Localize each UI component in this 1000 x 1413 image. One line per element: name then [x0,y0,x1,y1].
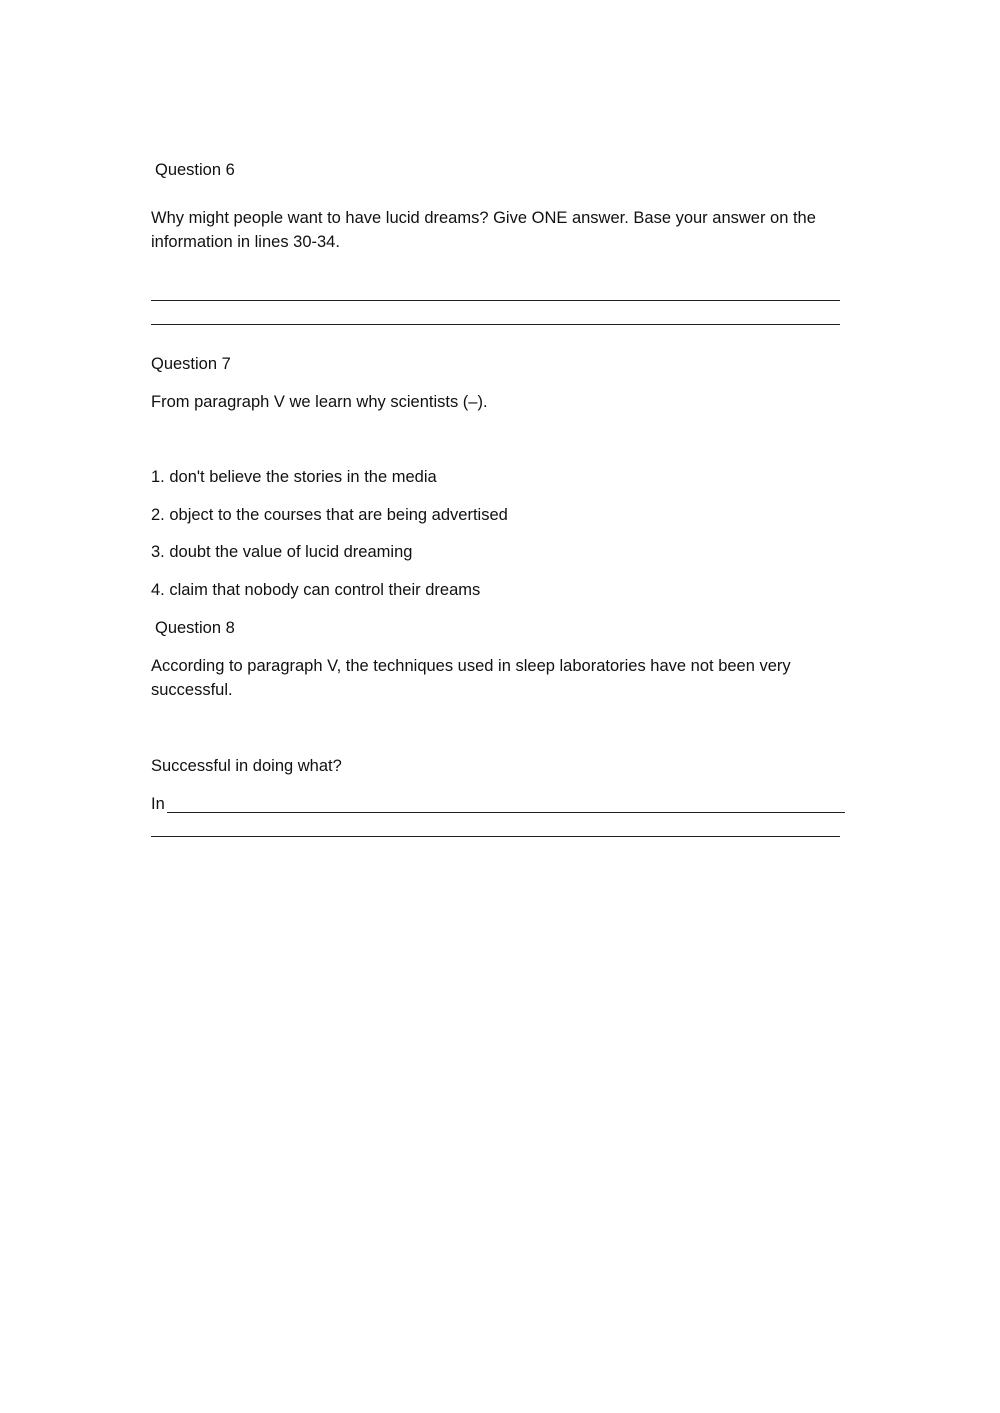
question-8-heading: Question 8 [155,619,235,637]
answer-line-q6-2[interactable] [151,324,840,325]
question-7-option-4[interactable]: 4. claim that nobody can control their dreams [151,581,481,599]
question-7-option-3[interactable]: 3. doubt the value of lucid dreaming [151,543,413,561]
question-8-followup: Successful in doing what? [151,757,342,775]
question-7-option-2[interactable]: 2. object to the courses that are being advertised [151,506,508,524]
question-7-stem: From paragraph V we learn why scientists (–). [151,393,488,411]
answer-line-q8-2[interactable] [151,836,840,837]
question-7-option-1[interactable]: 1. don't believe the stories in the media [151,468,437,486]
question-7-heading: Question 7 [151,355,231,373]
question-6-heading: Question 6 [155,161,235,179]
question-8-answer-row[interactable] [151,792,851,816]
answer-line-q6-1[interactable] [151,300,840,301]
answer-line-q8-1[interactable] [167,812,845,813]
question-8-statement: According to paragraph V, the techniques used in sleep laboratories have not been very successful. [151,657,791,699]
answer-prefix-label: In [151,795,165,813]
question-6-prompt: Why might people want to have lucid dreams? Give ONE answer. Base your answer on the information in lines 30-34. [151,209,816,251]
